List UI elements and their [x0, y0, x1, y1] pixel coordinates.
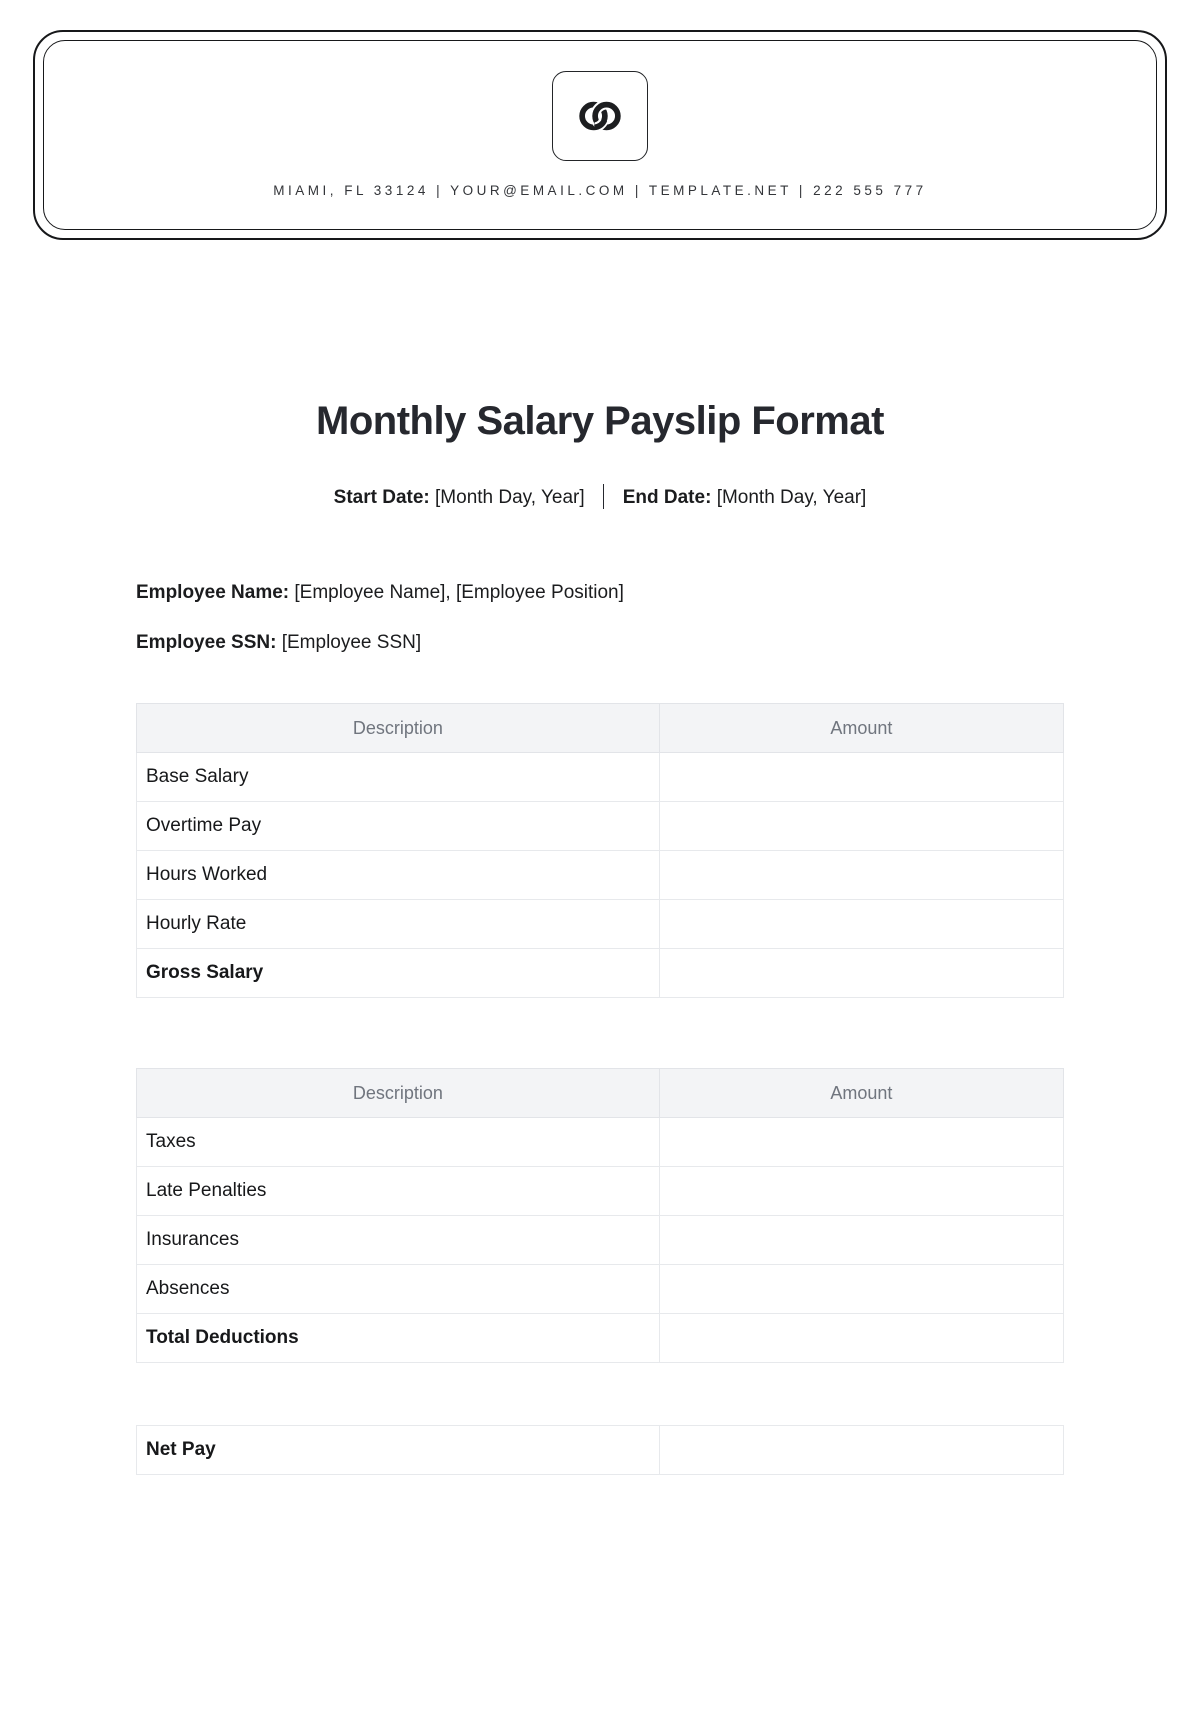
amount-cell — [659, 1314, 1063, 1363]
page-title: Monthly Salary Payslip Format — [316, 399, 884, 443]
table-row — [137, 1265, 1064, 1314]
date-separator-bar — [603, 484, 605, 509]
table-row — [137, 802, 1064, 851]
amount-cell — [659, 900, 1063, 949]
amount-column-header: Amount — [659, 704, 1063, 753]
employee-name-line — [136, 581, 1200, 604]
earnings-table — [136, 703, 1064, 998]
description-cell: Net Pay — [137, 1426, 660, 1475]
amount-cell — [659, 949, 1063, 998]
table-header-row — [137, 704, 1064, 753]
logo — [552, 71, 648, 161]
description-cell: Insurances — [137, 1216, 660, 1265]
amount-cell — [659, 753, 1063, 802]
description-cell: Overtime Pay — [137, 802, 660, 851]
table-header-row — [137, 1069, 1064, 1118]
amount-cell — [659, 1265, 1063, 1314]
employee-ssn-value: [Employee SSN] — [281, 632, 422, 653]
description-cell: Late Penalties — [137, 1167, 660, 1216]
amount-cell — [659, 1426, 1063, 1475]
date-range-line — [0, 484, 1200, 509]
start-date-value: [Month Day, Year] — [435, 487, 585, 508]
table-row-net-pay — [137, 1426, 1064, 1475]
employee-name-label: Employee Name: — [136, 582, 290, 603]
description-cell: Taxes — [137, 1118, 660, 1167]
description-cell: Gross Salary — [137, 949, 660, 998]
amount-cell — [659, 851, 1063, 900]
description-cell: Hours Worked — [137, 851, 660, 900]
table-row — [137, 851, 1064, 900]
table-row-total — [137, 1314, 1064, 1363]
net-pay-table — [136, 1425, 1064, 1475]
employee-name-value: [Employee Name], [Employee Position] — [294, 582, 624, 603]
header-inner-border — [43, 40, 1157, 230]
header-card — [33, 30, 1167, 240]
amount-cell — [659, 1167, 1063, 1216]
employee-ssn-label: Employee SSN: — [136, 632, 277, 653]
employee-ssn-line — [136, 631, 1200, 654]
table-row — [137, 900, 1064, 949]
description-column-header: Description — [137, 704, 660, 753]
contact-line: MIAMI, FL 33124 | YOUR@EMAIL.COM | TEMPLATE.NET | 222 555 777 — [273, 183, 927, 198]
amount-cell — [659, 802, 1063, 851]
amount-cell — [659, 1118, 1063, 1167]
table-row — [137, 1216, 1064, 1265]
interlocked-rings-icon — [574, 96, 626, 136]
deductions-table — [136, 1068, 1064, 1363]
table-row-total — [137, 949, 1064, 998]
description-cell: Hourly Rate — [137, 900, 660, 949]
start-date-label: Start Date: — [333, 487, 430, 508]
end-date-label: End Date: — [622, 487, 712, 508]
description-column-header: Description — [137, 1069, 660, 1118]
table-row — [137, 1118, 1064, 1167]
amount-column-header: Amount — [659, 1069, 1063, 1118]
description-cell: Total Deductions — [137, 1314, 660, 1363]
employee-info-block — [136, 581, 1200, 654]
description-cell: Absences — [137, 1265, 660, 1314]
table-row — [137, 1167, 1064, 1216]
amount-cell — [659, 1216, 1063, 1265]
end-date-value: [Month Day, Year] — [716, 487, 867, 508]
description-cell: Base Salary — [137, 753, 660, 802]
table-row — [137, 753, 1064, 802]
